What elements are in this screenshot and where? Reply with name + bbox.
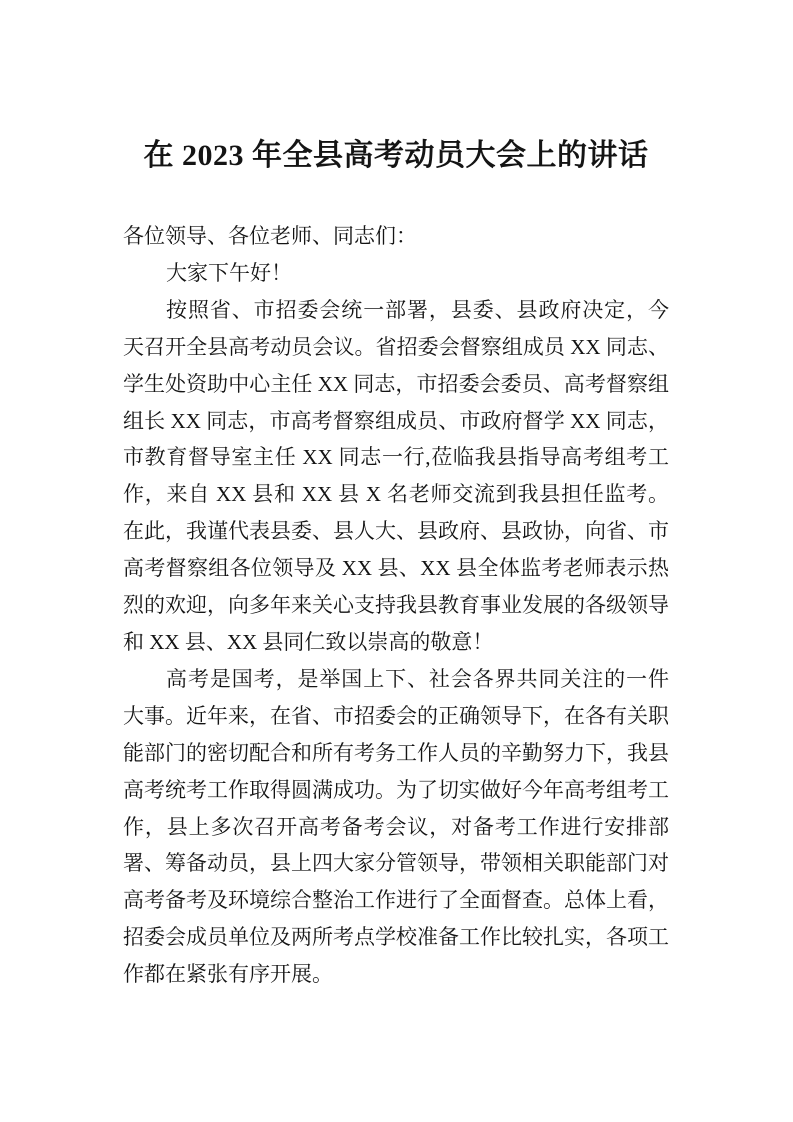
paragraph-salutation: 各位领导、各位老师、同志们： (123, 224, 417, 248)
paragraph-body-1: 按照省、市招委会统一部署，县委、县政府决定，今天召开全县高考动员会议。省招委会督察组成员 XX 同志、学生处资助中心主任 XX 同志，市招委会委员、高考督察组组长 XX 同志，市高考督察组成员、市政府督学 XX 同志，市教育督导室主任 XX 同志一行,莅临我县指导高考组考工作，来自 XX 县和 XX 县 X 名老师交流到我县担任监考。在此，我谨代表县委、县人大、县政府、县政协，向省、市高考督察组各位领导及 XX 县、XX 县全体监考老师表示热烈的欢迎，向多年来关心支持我县教育事业发展的各级领导和 XX 县、XX 县同仁致以崇高的敬意！ (123, 297, 669, 654)
document-title: 在 2023 年全县高考动员大会上的讲话 (143, 139, 649, 172)
paragraph-body-2: 高考是国考，是举国上下、社会各界共同关注的一件大事。近年来，在省、市招委会的正确领导下，在各有关职能部门的密切配合和所有考务工作人员的辛勤努力下，我县高考统考工作取得圆满成功。为了切实做好今年高考组考工作，县上多次召开高考备考会议，对备考工作进行安排部署、筹备动员，县上四大家分管领导，带领相关职能部门对高考备考及环境综合整治工作进行了全面督查。总体上看，招委会成员单位及两所考点学校准备工作比较扎实，各项工作都在紧张有序开展。 (123, 666, 669, 987)
document-body (123, 218, 669, 993)
paragraph-greeting: 大家下午好！ (166, 260, 293, 285)
